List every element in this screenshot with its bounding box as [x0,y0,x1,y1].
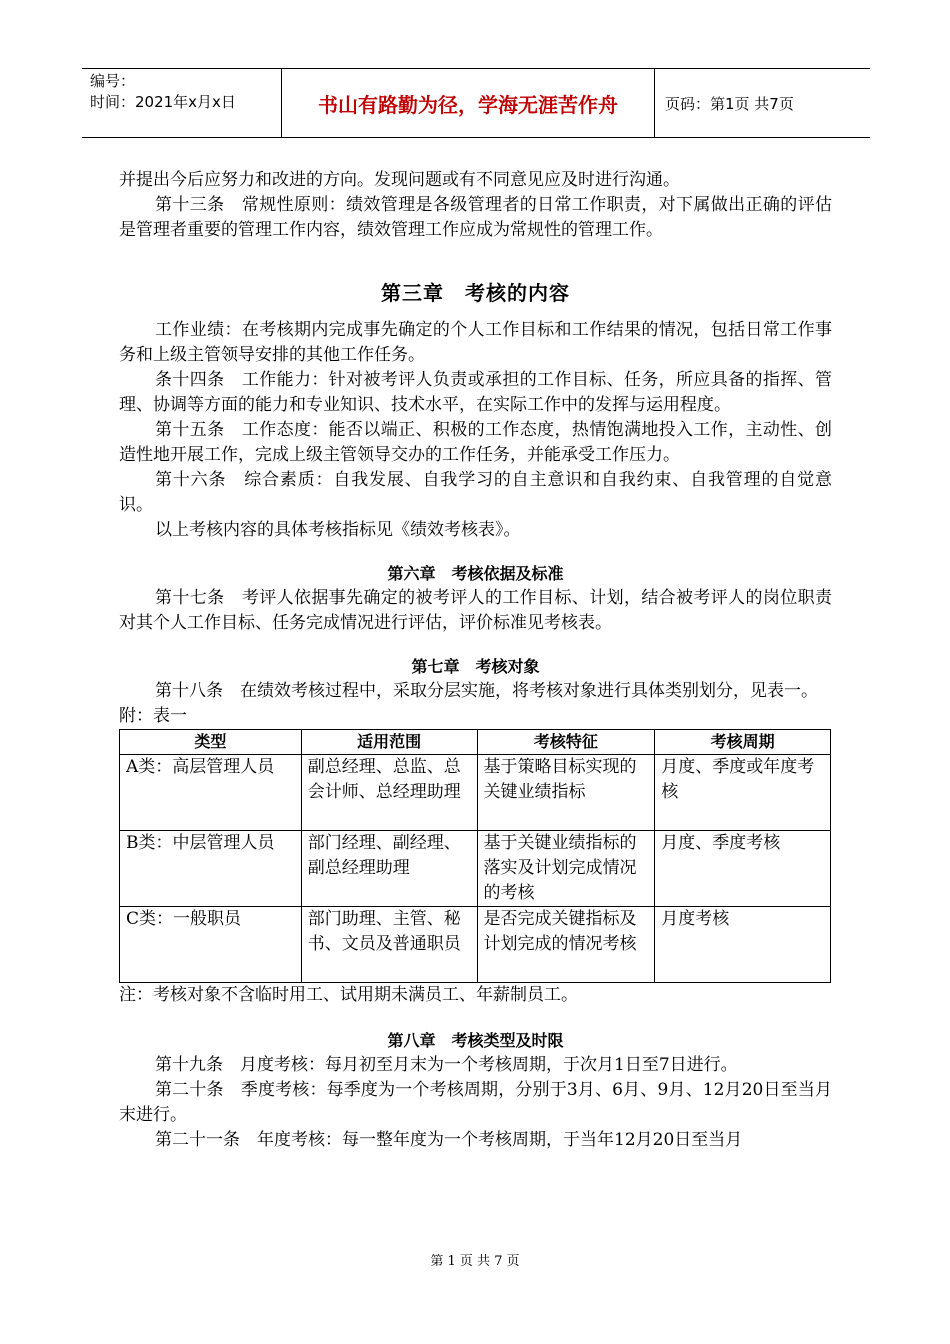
table-cell: B类：中层管理人员 [120,831,302,907]
table-cell: C类：一般职员 [120,907,302,983]
document-body [119,168,832,1153]
chapter-title: 第七章 考核对象 [411,657,540,676]
table-cell: A类：高层管理人员 [120,755,302,831]
table-cell: 是否完成关键指标及计划完成的情况考核 [477,907,655,983]
table-cell: 基于策略目标实现的关键业绩指标 [477,755,655,831]
table-header-row [120,730,831,755]
table-cell: 月度、季度考核 [655,831,831,907]
header-slogan: 书山有路勤为径，学海无涯苦作舟 [282,69,655,137]
paragraph: 条十四条 工作能力：针对被考评人负责或承担的工作目标、任务，所应具备的指挥、管理、协调等方面的能力和专业知识、技术水平，在实际工作中的发挥与运用程度。 [119,370,832,415]
table-note: 注：考核对象不含临时用工、试用期未满员工、年薪制员工。 [119,985,578,1005]
paragraph: 第十五条 工作态度：能否以端正、积极的工作态度，热情饱满地投入工作，主动性、创造性地开展工作，完成上级主管领导交办的工作任务，并能承受工作压力。 [119,420,832,465]
table-cell: 基于关键业绩指标的落实及计划完成情况的考核 [477,831,655,907]
assessment-target-table [119,729,831,983]
paragraph: 第十九条 月度考核：每月初至月末为一个考核周期，于次月1日至7日进行。 [155,1055,738,1075]
attachment-label: 附：表一 [119,706,187,726]
table-header-cell: 类型 [120,730,302,755]
paragraph: 第二十条 季度考核：每季度为一个考核周期，分别于3月、6月、9月、12月20日至当月末进行。 [119,1080,832,1125]
header-page-label: 页码：第1页 共7页 [665,94,794,113]
document-time-label: 时间：2021年x月x日 [90,93,236,111]
paragraph: 以上考核内容的具体考核指标见《绩效考核表》。 [155,520,521,540]
page-footer: 第 1 页 共 7 页 [430,1254,520,1269]
paragraph: 第十八条 在绩效考核过程中，采取分层实施，将考核对象进行具体类别划分，见表一。 [155,681,818,701]
table-cell: 月度、季度或年度考核 [655,755,831,831]
table-header-cell: 适用范围 [301,730,477,755]
table-cell: 副总经理、总监、总会计师、总经理助理 [301,755,477,831]
chapter-title: 第八章 考核类型及时限 [387,1031,564,1050]
table-header-cell: 考核特征 [477,730,655,755]
chapter-title: 第六章 考核依据及标准 [387,564,564,583]
chapter-title: 第三章 考核的内容 [381,281,570,305]
table-header-cell: 考核周期 [655,730,831,755]
paragraph: 第二十一条 年度考核：每一整年度为一个考核周期，于当年12月20日至当月 [155,1130,743,1150]
table-cell: 月度考核 [655,907,831,983]
paragraph: 工作业绩：在考核期内完成事先确定的个人工作目标和工作结果的情况，包括日常工作事务和上级主管领导安排的其他工作任务。 [119,320,832,365]
table-row [120,755,831,831]
table-row [120,907,831,983]
paragraph: 第十七条 考评人依据事先确定的被考评人的工作目标、计划，结合被考评人的岗位职责对其个人工作目标、任务完成情况进行评估，评价标准见考核表。 [119,588,832,633]
paragraph: 并提出今后应努力和改进的方向。发现问题或有不同意见应及时进行沟通。 [119,170,680,190]
table-cell: 部门经理、副经理、副总经理助理 [301,831,477,907]
header-meta [82,69,282,137]
document-number-label: 编号： [90,72,136,90]
table-cell: 部门助理、主管、秘书、文员及普通职员 [301,907,477,983]
paragraph: 第十六条 综合素质：自我发展、自我学习的自主意识和自我约束、自我管理的自觉意识。 [119,470,832,515]
table-row [120,831,831,907]
page-header [82,68,870,138]
paragraph: 第十三条 常规性原则：绩效管理是各级管理者的日常工作职责，对下属做出正确的评估是管理者重要的管理工作内容，绩效管理工作应成为常规性的管理工作。 [119,195,832,240]
